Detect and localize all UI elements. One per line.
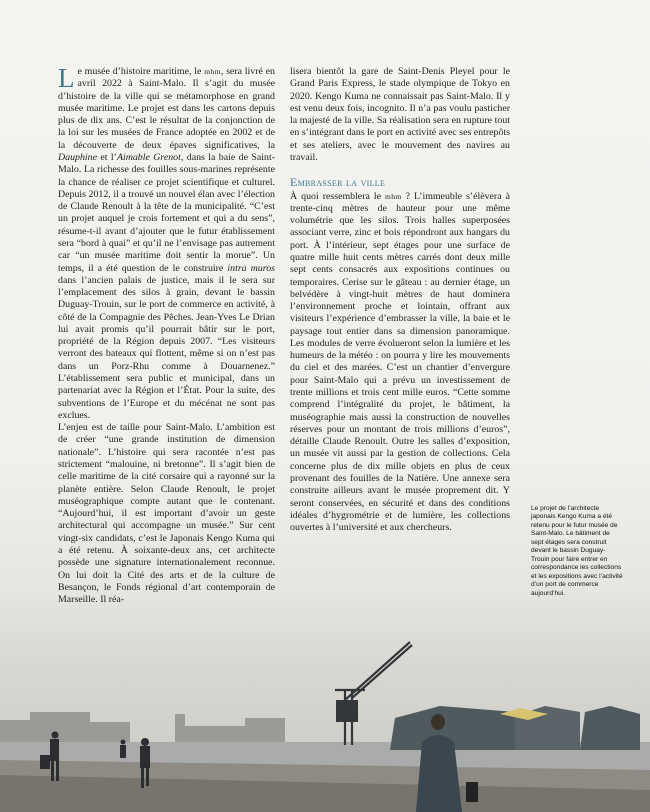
article-paragraph [290,191,510,535]
text-run: lisera bientôt la gare de Saint-Denis Pleyel pour le Grand Paris Express, le stade olympique de Tokyo en 2020. Kengo Kuma ne connaissait pas Saint-Malo. Il y est venu deux fois, incognito. Il n’a pas voulu pasticher la majesté de la ville. Sa réalisation sera en rupture tout en s’intégrant dans le port en activité avec ses entrepôts et ses ateliers, avec le mouvement des navires au travail. [290,66,510,163]
text-run: À quoi ressemblera le [290,190,386,202]
section-subheading: Embrasser la ville [290,175,386,190]
text-run: , dans la baie de Saint-Malo. La richesse des fouilles sous-marines représente la chance de réaliser ce projet scientifique et culturel. Depuis 2012, il a trouvé un nouvel élan avec l’élection de Claude Renoult à la tête de la municipalité. “C’est un projet auquel je crois fortement et qui a du sens”, résume-t-il avant d’ajouter que le futur établissement sera “bord à quai” et qu’il ne l’envisage pas autrement car “un musée maritime doit sentir la morue”. Un temps, il a été question de le construire [58,151,275,274]
article-column-2 [290,66,510,534]
italic-text: Dauphine [58,151,97,163]
article-paragraph [58,63,275,422]
article-paragraph [58,422,275,606]
text-run: e musée d’histoire maritime, le [77,66,205,77]
drop-cap: L [58,63,75,93]
photo-caption: Le projet de l’architecte japonais Kengo Kuma a été retenu pour le futur musée de Saint-Malo. Le bâtiment de sept étages sera construit devant le bassin Duguay-Trouin pour faire entrer en correspondance les collections et les expositions avec l’activité d’un port de commerce aujourd’hui. [531,505,623,597]
text-run: ? L’immeuble s’élèvera à trente-cinq mètres de hauteur pour une même volumétrie que les silos. Trois halles superposées associant verre, zinc et bois répondront aux hangars du port. À l’intérieur, sept étages pour une surface de quatre mille huit cents mètres carrés dont deux mille sept cents consacrés aux expositions continues ou temporaires. Cerise sur le gâteau : au dernier étage, un belvédère à vingt-huit mètres de haut dominera l’environnement proche et lointain, offrant aux visiteurs l’expérience d’embrasser la ville, la baie et le paysage tout entier dans sa dimension panoramique. Les modules de verre évolueront selon la lumière et les humeurs de la météo : on pourra y lire les mouvements du ciel et des marées. C’est un chantier d’envergure pour Saint-Malo qui a prévu un investissement de trente millions et trois cent mille euros. “Cette somme comprend l’intégralité du projet, le bâtiment, la muséographie mais aussi la construction de nouvelles réserves pour un montant de trois millions d’euros”, détaille Claude Renoult. Outre les salles d’exposition, un musée vit aussi par la gestion de collections. Cela concerne plus de dix mille objets en plus de ceux provenant des fouilles de la Natière. Une annexe sera construite ailleurs avant le musée proprement dit. Y seront conservées, en sécurité et dans des conditions idéales d’hygrométrie et de lumière, les collections ouvertes à l’université et aux chercheurs. [290,190,510,534]
text-run: dans l’ancien palais de justice, mais il le sera sur l’emplacement des silos à grain, devant le bassin Duguay-Trouin, sur le port de commerce en activité, à côté de la Compagnie des Pêches. Jean-Yves Le Drian lui avait promis qu’il pourrait bâtir sur le port, propriété de la Région depuis 2007. “Les visiteurs verront des bateaux qui flottent, même si on n’est pas dans un Porz-Rhu comme à Douarnenez.” L’établissement sera public et municipal, dans un partenariat avec la Région et l’État. Pour la suite, des subventions de l’Europe et du mécénat ne sont pas exclues. [58,274,275,421]
article-paragraph [290,66,510,164]
text-run: et l’ [96,151,117,163]
italic-text: Aimable Grenot [116,151,181,163]
acronym: mhm [385,191,402,201]
text-run: L’enjeu est de taille pour Saint-Malo. L’ambition est de créer “une grande institution de dimension nationale”. L’histoire qui sera racontée n’est pas strictement “malouine, ni bretonne”. Il s’agit bien de celle maritime de la cité corsaire qui a rayonné sur la planète entière. Selon Claude Renoult, le projet muséographique compte autant que le contenant. “Aujourd’hui, il est important d’avoir un geste architectural qui accompagne un musée.” Sur cent vingt-six candidats, c’est le Japonais Kengo Kuma qui a été retenu. À soixante-deux ans, cet architecte possède une signature internationalement reconnue. On lui doit la Cité des arts et de la culture de Besançon, le Fonds régional d’art contemporain de Marseille. Il réa- [58,422,275,606]
distant-skyline [0,712,285,742]
acronym: mhm [204,67,221,76]
italic-text: intra muros [227,262,275,274]
text-run: , sera livré en avril 2022 à Saint-Malo. Il s’agit du musée d’histoire de la ville qui se métamorphose en grand musée maritime. Le projet est dans les cartons depuis plus de dix ans. C’est le résultat de la conjonction de la loi sur les musées de France adoptée en 2002 et de la découverte de deux épaves significatives, la [58,66,275,151]
article-column-1 [58,63,275,606]
